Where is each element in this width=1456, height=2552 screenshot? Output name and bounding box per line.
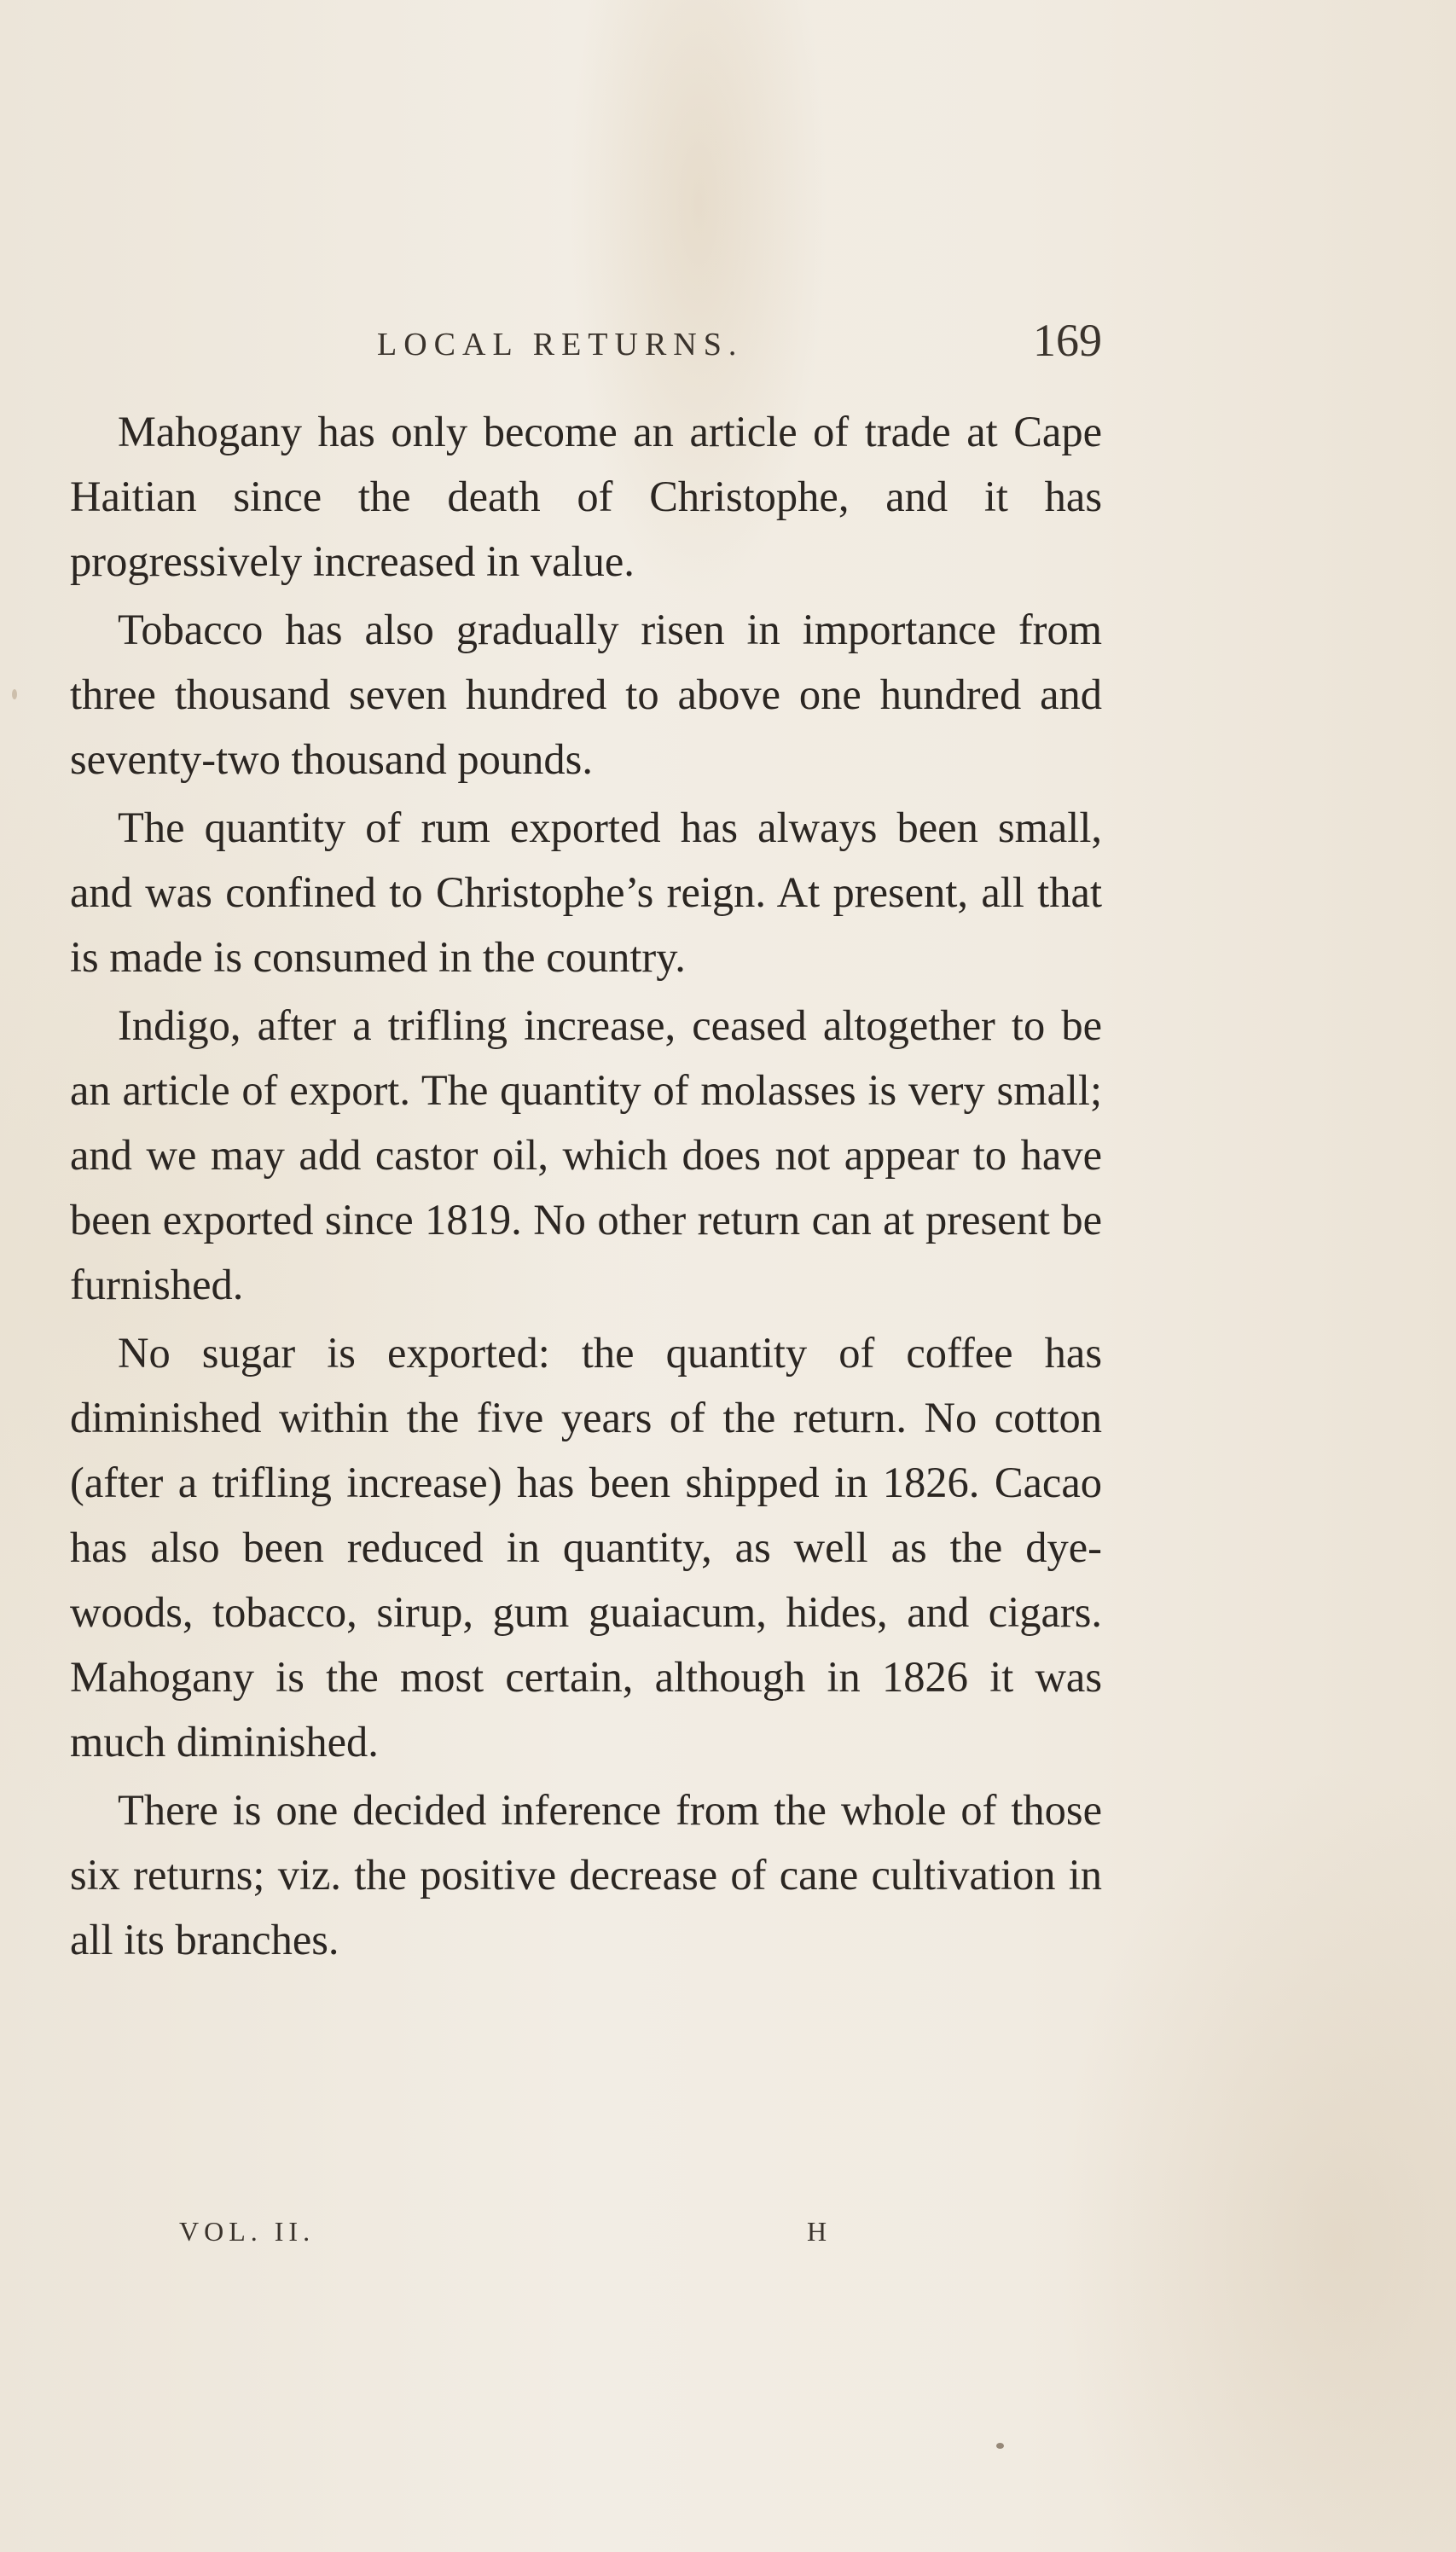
paragraph-sugar: No sugar is exported: the quantity of coffee has diminished within the five years of the return. No cotton (after a trifling increase) has been shipped in 1826. Cacao has also been reduced in quantity, as well as the dye-woods, tobacco, sirup, gum guaiacum, hides, and cigars. Mahogany is the most certain, although in 1826 it was much diminished.: [70, 1329, 1102, 1766]
paragraph-tobacco: Tobacco has also gradually risen in importance from three thousand seven hundred to above one hundred and seventy-two thousand pounds.: [70, 606, 1102, 783]
running-head-title: LOCAL RETURNS.: [377, 327, 744, 362]
volume-label: VOL. II.: [179, 2216, 316, 2247]
paragraph-rum: The quantity of rum exported has always been small, and was confined to Christophe’s reign. At present, all that is made is consumed in the country.: [70, 803, 1102, 981]
paragraph-inference: There is one decided inference from the whole of those six returns; viz. the positive decrease of cane cultivation in all its branches.: [70, 1786, 1102, 1963]
ink-speck: [996, 2443, 1004, 2449]
running-head: [70, 314, 1102, 374]
ink-speck: [12, 689, 17, 699]
paragraph-mahogany: Mahogany has only become an article of trade at Cape Haitian since the death of Christophe, and it has progressively increased in value.: [70, 408, 1102, 585]
paragraph-indigo: Indigo, after a trifling increase, ceased altogether to be an article of export. The quantity of molasses is very small; and we may add castor oil, which does not appear to have been exported since 1819. No other return can at present be furnished.: [70, 1001, 1102, 1308]
page-footer: [70, 2216, 1102, 2259]
body-text: [70, 399, 1102, 1975]
signature-mark: H: [807, 2216, 832, 2247]
page-number: 169: [1033, 315, 1102, 366]
